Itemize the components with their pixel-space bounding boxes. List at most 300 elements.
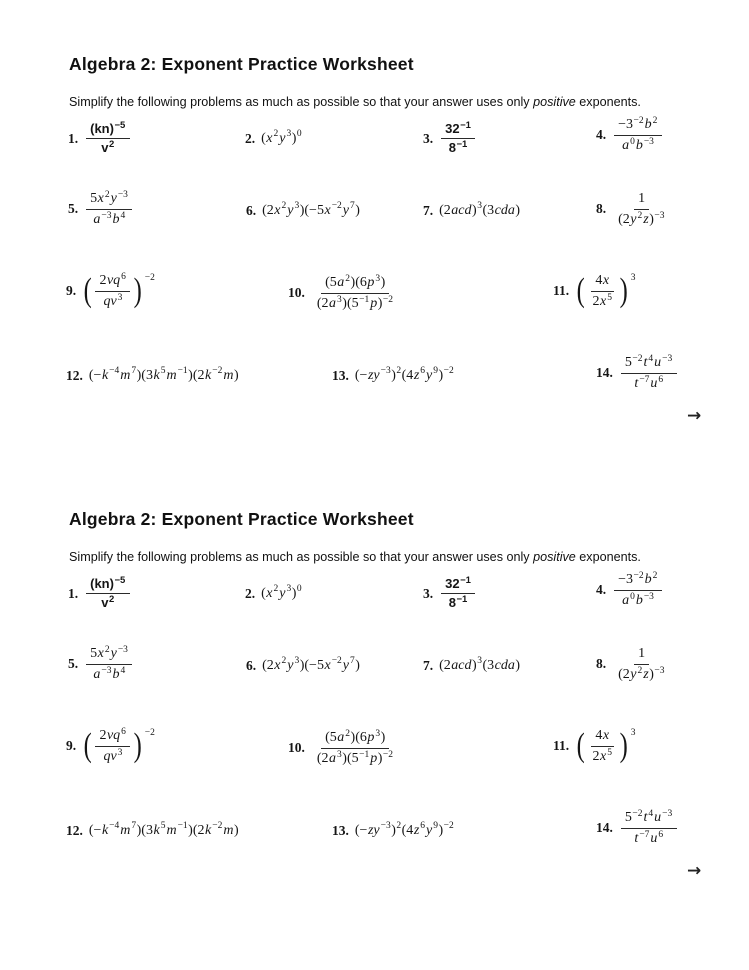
math-exponent: −3: [643, 591, 654, 602]
math-variable: m: [166, 368, 177, 383]
problem-13: [332, 823, 454, 839]
fraction-numerator: [634, 190, 649, 210]
fraction-numerator: [95, 272, 130, 292]
math-exponent: 5: [607, 747, 612, 758]
math-text: (kn): [90, 576, 114, 591]
right-paren: ): [620, 726, 629, 764]
math-variable: t: [643, 355, 648, 370]
math-fraction: [86, 645, 132, 683]
problem-expression: [89, 823, 239, 839]
math-text: ): [391, 823, 396, 838]
math-variable: x: [599, 293, 607, 309]
math-paren-group: [82, 272, 155, 310]
math-text: 32: [445, 121, 460, 136]
math-exponent: −1: [359, 294, 370, 305]
problem-8: [596, 645, 671, 683]
math-exponent: −2: [382, 749, 394, 760]
fraction-denominator: [630, 829, 668, 848]
math-text: (2: [316, 295, 329, 311]
math-variable: qv: [103, 748, 117, 764]
math-exponent: −5: [114, 120, 126, 131]
math-exponent: −2: [633, 571, 644, 581]
math-exponent: 2: [104, 645, 110, 655]
math-exponent: 2: [104, 190, 110, 200]
math-exponent: 4: [120, 665, 126, 676]
math-exponent: −2: [443, 821, 454, 831]
math-variable: acd: [451, 658, 472, 673]
math-variable: y: [279, 586, 286, 601]
math-text: v: [101, 595, 109, 611]
math-variable: k: [205, 368, 212, 383]
math-variable: m: [120, 823, 131, 838]
math-fraction: [86, 576, 130, 612]
problem-expression: [619, 809, 679, 847]
math-exponent: −2: [382, 294, 394, 305]
math-exponent: 3: [117, 292, 123, 303]
math-fraction: [621, 809, 677, 847]
math-variable: b: [644, 572, 652, 587]
problem-expression: [439, 121, 477, 157]
math-text: (−: [354, 823, 368, 838]
fraction-denominator: [97, 594, 119, 611]
math-text: (4: [401, 368, 414, 383]
fraction-denominator: [99, 292, 127, 311]
problem-12: [66, 823, 239, 839]
math-variable: k: [153, 823, 160, 838]
math-exponent: −1: [359, 749, 370, 760]
problem-9: [66, 272, 155, 310]
math-exponent: 7: [131, 366, 137, 376]
problem-number: 12.: [66, 823, 83, 838]
math-variable: cda: [494, 658, 515, 673]
math-text: ): [438, 368, 444, 383]
math-exponent: 2: [637, 210, 643, 221]
problem-6: [246, 203, 360, 219]
instruction-post: exponents.: [575, 94, 641, 109]
math-text: 8: [448, 595, 456, 611]
fraction-denominator: [445, 139, 472, 156]
fraction-numerator: [321, 729, 389, 749]
math-text: ): [391, 368, 396, 383]
math-variable: p: [367, 275, 375, 290]
problem-number: 9.: [66, 283, 77, 298]
math-text: (2: [439, 203, 451, 218]
math-variable: a: [329, 750, 337, 766]
math-variable: x: [266, 586, 273, 601]
math-variable: y: [279, 131, 286, 146]
math-exponent: 2: [345, 274, 351, 284]
math-exponent: −2: [212, 821, 223, 831]
problem-2: [245, 131, 302, 147]
math-exponent: 4: [648, 354, 654, 364]
math-text: ): [355, 203, 360, 218]
arrow-right-icon: →: [687, 406, 702, 426]
problem-9: [66, 727, 155, 765]
instruction-emphasis: positive: [533, 94, 576, 109]
math-text: ): [649, 211, 654, 227]
math-exponent: −3: [662, 809, 673, 819]
left-paren: (: [576, 726, 585, 764]
problem-number: 8.: [596, 656, 607, 671]
math-exponent: 3: [375, 729, 381, 739]
fraction-numerator: [86, 576, 130, 594]
right-paren: ): [134, 726, 143, 764]
math-text: ): [649, 666, 654, 682]
math-variable: z: [413, 368, 420, 383]
math-exponent: −5: [114, 575, 126, 586]
math-text: 4: [595, 273, 603, 288]
math-variable: y: [110, 191, 117, 206]
math-fraction: [313, 274, 398, 312]
math-exponent: −1: [460, 120, 471, 131]
problem-number: 3.: [423, 130, 434, 146]
math-variable: x: [266, 131, 273, 146]
math-text: 5: [624, 355, 632, 370]
math-text: (3: [482, 203, 495, 218]
math-variable: k: [101, 823, 109, 838]
problem-4: [596, 116, 664, 154]
math-exponent: 3: [375, 274, 381, 284]
math-fraction: [614, 190, 669, 228]
fraction-denominator: [99, 747, 127, 766]
math-exponent: 3: [294, 201, 300, 211]
math-variable: m: [223, 823, 234, 838]
math-exponent: 3: [294, 656, 300, 666]
math-text: ): [380, 730, 386, 745]
math-text: )(−5: [299, 203, 324, 218]
math-fraction: [313, 729, 398, 767]
math-exponent: 2: [273, 584, 279, 594]
math-exponent: 3: [630, 273, 636, 283]
instruction-text: [69, 95, 641, 109]
math-variable: y: [110, 646, 117, 661]
math-variable: a: [622, 592, 630, 608]
problem-number: 10.: [288, 740, 305, 755]
math-variable: z: [643, 666, 649, 682]
math-exponent: 3: [286, 129, 292, 139]
math-text: )(2: [188, 823, 205, 838]
problem-number: 13.: [332, 368, 349, 383]
math-variable: z: [413, 823, 420, 838]
problem-5: [68, 190, 134, 228]
math-text: 1: [638, 646, 646, 661]
math-exponent: 5: [607, 292, 612, 303]
math-exponent: −7: [639, 374, 650, 385]
math-text: 2: [592, 293, 600, 309]
problem-number: 2.: [245, 131, 256, 146]
fraction-numerator: [614, 571, 662, 591]
problem-11: [553, 272, 636, 310]
problem-expression: [355, 368, 454, 384]
math-variable: y: [630, 211, 637, 227]
math-text: )(6: [350, 730, 367, 745]
math-exponent: 2: [281, 656, 287, 666]
math-exponent: 2: [345, 729, 351, 739]
math-variable: p: [370, 750, 378, 766]
problem-expression: [439, 576, 477, 612]
math-text: 2: [99, 728, 107, 743]
math-exponent: 3: [630, 728, 636, 738]
math-exponent: 6: [420, 821, 426, 831]
math-variable: x: [274, 658, 281, 673]
math-text: (5: [325, 275, 337, 290]
math-exponent: 2: [273, 129, 279, 139]
fraction-denominator: [618, 136, 659, 155]
math-text: 4: [595, 728, 603, 743]
worksheet-copy-2: [0, 455, 749, 910]
math-variable: x: [602, 273, 610, 288]
math-exponent: −3: [654, 210, 665, 221]
math-exponent: 5: [160, 366, 166, 376]
math-text: )(−5: [299, 658, 324, 673]
math-variable: x: [599, 748, 607, 764]
math-text: (5: [325, 730, 337, 745]
fraction-denominator: [588, 747, 616, 766]
problem-8: [596, 190, 671, 228]
fraction-numerator: [95, 727, 130, 747]
problem-expression: [84, 576, 132, 612]
problem-number: 8.: [596, 201, 607, 216]
problem-number: 14.: [596, 820, 613, 835]
math-variable: u: [654, 355, 662, 370]
math-text: 8: [448, 140, 456, 156]
math-text: −3: [618, 117, 634, 132]
right-paren: ): [620, 271, 629, 309]
problem-number: 7.: [423, 203, 434, 218]
math-exponent: 2: [652, 116, 658, 126]
right-paren: ): [134, 271, 143, 309]
problem-3: [423, 576, 477, 612]
math-exponent: −3: [654, 665, 665, 676]
math-paren-group: [575, 272, 635, 310]
math-text: ): [355, 658, 360, 673]
problem-number: 11.: [553, 283, 570, 298]
math-exponent: 2: [652, 571, 658, 581]
math-fraction: [95, 727, 130, 765]
math-exponent: 3: [477, 201, 482, 211]
math-exponent: −4: [109, 366, 120, 376]
problem-14: [596, 354, 679, 392]
math-text: ): [291, 131, 297, 146]
math-text: )(6: [350, 275, 367, 290]
problem-7: [423, 203, 520, 219]
problem-expression: [612, 645, 671, 683]
math-exponent: −3: [380, 366, 391, 376]
math-variable: x: [97, 191, 104, 206]
fraction-numerator: [86, 121, 130, 139]
math-exponent: −1: [460, 575, 471, 586]
math-exponent: 4: [120, 210, 126, 221]
fraction-numerator: [614, 116, 662, 136]
fraction-denominator: [618, 591, 659, 610]
math-text: )(3: [136, 823, 153, 838]
math-text: (2: [316, 750, 329, 766]
math-exponent: 0: [296, 129, 302, 139]
math-fraction: [86, 190, 132, 228]
problem-number: 1.: [68, 130, 79, 146]
math-variable: a: [337, 275, 345, 290]
math-fraction: [86, 121, 130, 157]
math-variable: a: [337, 730, 345, 745]
problem-expression: [355, 823, 454, 839]
math-text: (2: [618, 666, 630, 682]
problem-10: [288, 729, 400, 767]
problem-expression: [575, 727, 635, 765]
math-exponent: −1: [456, 594, 468, 606]
instruction-text: [69, 550, 641, 564]
math-exponent: 6: [420, 366, 426, 376]
math-text: 5: [624, 810, 632, 825]
problem-number: 12.: [66, 368, 83, 383]
math-variable: a: [329, 295, 337, 311]
math-exponent: 6: [658, 374, 664, 385]
math-variable: zy: [367, 368, 380, 383]
problem-expression: [612, 190, 671, 228]
math-text: (: [261, 131, 266, 146]
fraction-numerator: [441, 576, 475, 594]
problem-expression: [84, 645, 134, 683]
problem-expression: [612, 571, 664, 609]
math-exponent: −3: [101, 210, 112, 221]
problem-number: 11.: [553, 738, 570, 753]
math-exponent: 3: [337, 749, 342, 760]
fraction-numerator: [441, 121, 475, 139]
math-variable: a: [93, 211, 101, 227]
math-fraction: [614, 645, 669, 683]
math-text: ): [233, 368, 239, 383]
math-exponent: −3: [101, 665, 112, 676]
math-exponent: −2: [633, 116, 644, 126]
math-fraction: [588, 272, 616, 310]
problem-expression: [612, 116, 664, 154]
math-variable: u: [650, 830, 658, 846]
problem-expression: [262, 658, 360, 674]
problem-3: [423, 121, 477, 157]
problem-number: 1.: [68, 585, 79, 601]
math-text: ): [515, 658, 520, 673]
math-variable: y: [342, 203, 350, 218]
math-text: ): [438, 823, 444, 838]
math-exponent: 4: [648, 809, 654, 819]
fraction-denominator: [630, 374, 668, 393]
math-variable: t: [634, 375, 639, 391]
worksheet-copy-1: [0, 0, 749, 455]
math-fraction: [441, 576, 475, 612]
problem-expression: [82, 272, 155, 310]
math-exponent: −3: [380, 821, 391, 831]
math-exponent: −1: [456, 139, 468, 151]
math-variable: y: [342, 658, 350, 673]
math-text: ): [472, 658, 477, 673]
math-text: −3: [618, 572, 634, 587]
problem-expression: [439, 658, 520, 674]
problem-number: 6.: [246, 658, 257, 673]
math-variable: y: [426, 368, 433, 383]
math-exponent: −1: [177, 366, 188, 376]
math-variable: u: [650, 375, 658, 391]
fraction-numerator: [591, 727, 613, 747]
problem-expression: [311, 274, 400, 312]
math-text: (2: [262, 203, 274, 218]
problem-number: 3.: [423, 585, 434, 601]
math-text: 2: [592, 748, 600, 764]
math-exponent: 6: [121, 272, 126, 282]
math-variable: b: [635, 592, 643, 608]
math-variable: zy: [367, 823, 380, 838]
page-title: Algebra 2: Exponent Practice Worksheet: [69, 508, 414, 529]
arrow-right-icon: →: [687, 861, 702, 881]
math-text: )(5: [342, 750, 359, 766]
left-paren: (: [576, 271, 585, 309]
math-variable: vq: [106, 273, 121, 288]
math-text: ): [472, 203, 477, 218]
math-exponent: 6: [121, 727, 126, 737]
math-exponent: 3: [477, 656, 482, 666]
math-text: (4: [401, 823, 414, 838]
math-exponent: −4: [109, 821, 120, 831]
math-variable: a: [622, 137, 630, 153]
problem-number: 10.: [288, 285, 305, 300]
fraction-denominator: [614, 665, 669, 684]
math-exponent: 9: [433, 366, 438, 376]
problem-expression: [261, 131, 302, 147]
problem-number: 14.: [596, 365, 613, 380]
math-text: (−: [354, 368, 368, 383]
fraction-denominator: [588, 292, 616, 311]
problem-6: [246, 658, 360, 674]
problem-expression: [619, 354, 679, 392]
math-variable: y: [630, 666, 637, 682]
fraction-denominator: [89, 665, 130, 684]
math-text: (−: [88, 823, 102, 838]
problem-number: 5.: [68, 201, 79, 216]
math-exponent: 3: [117, 747, 123, 758]
math-variable: b: [112, 666, 120, 682]
problem-expression: [89, 368, 239, 384]
math-exponent: 0: [630, 136, 635, 147]
page-title: Algebra 2: Exponent Practice Worksheet: [69, 53, 414, 74]
fraction-numerator: [634, 645, 649, 665]
fraction-numerator: [621, 809, 677, 829]
problem-number: 4.: [596, 127, 607, 142]
problem-number: 6.: [246, 203, 257, 218]
problem-11: [553, 727, 636, 765]
math-exponent: −2: [632, 354, 643, 364]
fraction-denominator: [89, 210, 130, 229]
math-variable: b: [644, 117, 652, 132]
math-exponent: 2: [396, 366, 402, 376]
problem-1: [68, 121, 132, 157]
math-text: (kn): [90, 121, 114, 136]
problem-number: 2.: [245, 586, 256, 601]
problem-14: [596, 809, 679, 847]
math-variable: acd: [451, 203, 472, 218]
math-text: v: [101, 140, 109, 156]
math-exponent: 7: [350, 656, 355, 666]
math-exponent: 2: [396, 821, 402, 831]
math-text: (3: [482, 658, 495, 673]
math-text: (−: [88, 368, 102, 383]
math-text: )(3: [136, 368, 153, 383]
math-exponent: −2: [331, 201, 342, 211]
fraction-denominator: [313, 294, 398, 313]
math-exponent: −3: [643, 136, 654, 147]
problem-2: [245, 586, 302, 602]
math-variable: k: [101, 368, 109, 383]
math-text: 5: [90, 646, 98, 661]
math-variable: z: [643, 211, 649, 227]
instruction-emphasis: positive: [533, 549, 576, 564]
